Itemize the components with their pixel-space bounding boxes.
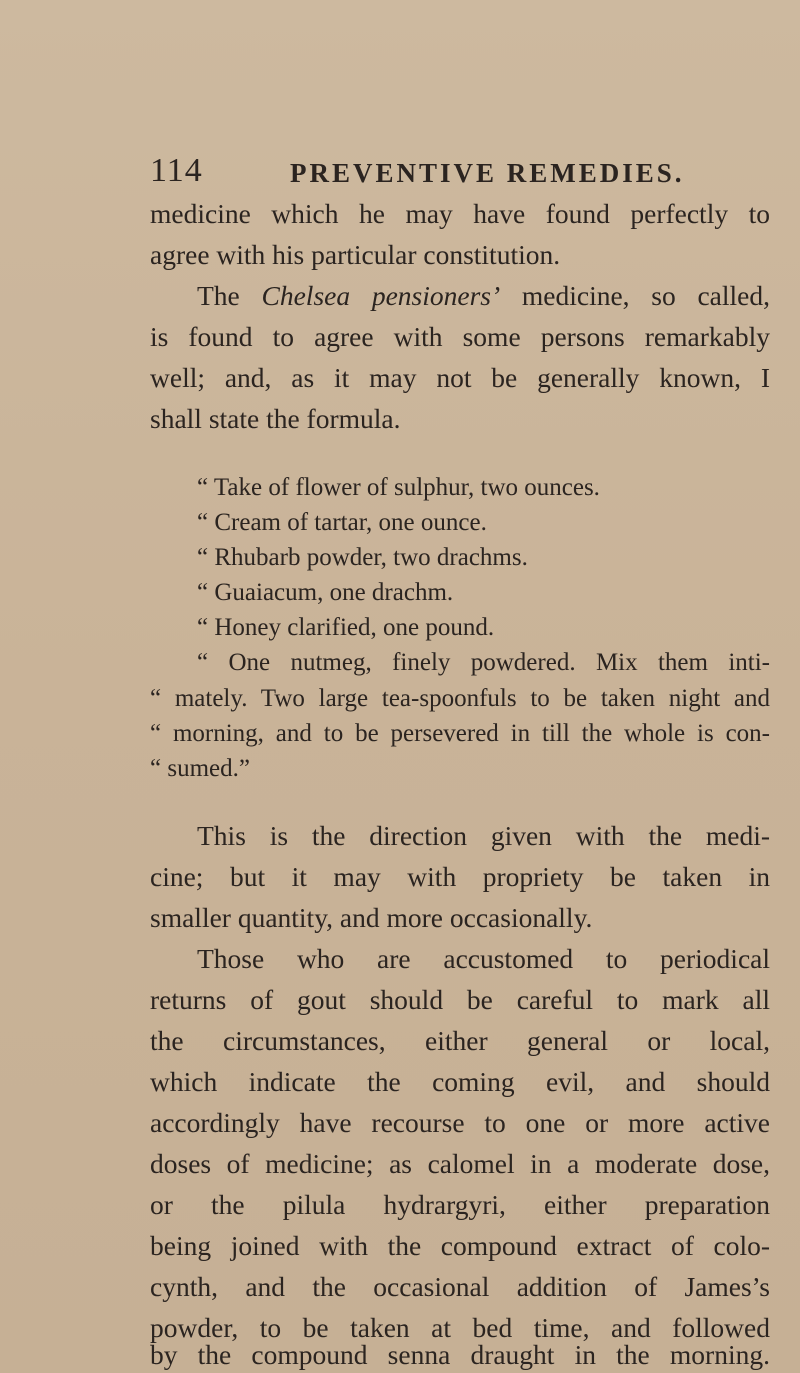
para4-line-8: being joined with the compound extract of colo- — [150, 1230, 770, 1261]
para4-line-5: accordingly have recourse to one or more active — [150, 1107, 770, 1138]
para2-line-1-italic: Chelsea pensioners’ — [261, 280, 501, 311]
para2-line-1-pre: The — [197, 280, 262, 311]
para4-line-11: by the compound senna draught in the morning. — [150, 1339, 770, 1370]
para2-line-4: shall state the formula. — [150, 403, 401, 434]
quote-line-3: “ Rhubarb powder, two drachms. — [197, 544, 528, 571]
para4-line-4: which indicate the coming evil, and should — [150, 1066, 770, 1097]
para3-line-1: This is the direction given with the medi- — [197, 820, 770, 851]
para4-line-7: or the pilula hydrargyri, either preparation — [150, 1189, 770, 1220]
para1-line-1: medicine which he may have found perfectly to — [150, 198, 770, 229]
quote-line-9: “ sumed.” — [150, 755, 250, 782]
page-header — [150, 152, 790, 192]
quote-line-6: “ One nutmeg, finely powdered. Mix them inti- — [197, 649, 770, 676]
para1-line-2: agree with his particular constitution. — [150, 239, 561, 270]
para3-line-3: smaller quantity, and more occasionally. — [150, 902, 593, 933]
para4-line-2: returns of gout should be careful to mark all — [150, 984, 770, 1015]
para4-line-3: the circumstances, either general or local, — [150, 1025, 770, 1056]
para4-line-6: doses of medicine; as calomel in a moderate dose, — [150, 1148, 770, 1179]
quote-line-2: “ Cream of tartar, one ounce. — [197, 509, 487, 536]
quote-line-4: “ Guaiacum, one drachm. — [197, 579, 454, 606]
para4-line-1: Those who are accustomed to periodical — [197, 943, 770, 974]
quote-line-5: “ Honey clarified, one pound. — [197, 614, 495, 641]
para4-line-9: cynth, and the occasional addition of James’s — [150, 1271, 770, 1302]
quote-line-7: “ mately. Two large tea-spoonfuls to be taken night and — [150, 685, 770, 712]
para2-line-3: well; and, as it may not be generally known, I — [150, 362, 770, 393]
para2-line-1-post: medicine, so called, — [500, 280, 770, 311]
para4-line-10: powder, to be taken at bed time, and followed — [150, 1312, 770, 1343]
quote-line-1: “ Take of flower of sulphur, two ounces. — [197, 474, 600, 501]
para2-line-1 — [197, 278, 770, 314]
para3-line-2: cine; but it may with propriety be taken in — [150, 861, 770, 892]
page-number: 114 — [150, 152, 203, 189]
quote-line-8: “ morning, and to be persevered in till the whole is con- — [150, 720, 770, 747]
running-head: PREVENTIVE REMEDIES. — [290, 158, 685, 188]
para2-line-2: is found to agree with some persons remarkably — [150, 321, 770, 352]
